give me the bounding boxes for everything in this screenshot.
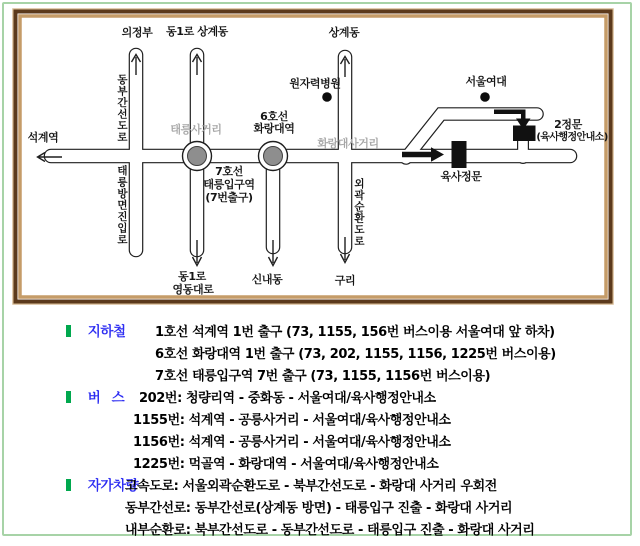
label-seokgye-station: 석계역 [27,131,59,144]
subway-line-6: 6호선 화랑대역 1번 출구 (73, 202, 1155, 1156, 1225번 버스이용) [155,347,556,362]
gate2-marker [513,126,536,142]
bus-1225: 1225번: 먹골역 - 화랑대역 - 서울여대/육사행정안내소 [133,457,439,472]
car-naebu: 내부순환로: 북부간선도로 - 동부간선도로 - 태릉입구 진출 - 화랑대 사거리 [125,523,535,538]
section-label-subway [66,325,126,340]
label-yeongdong-daero: 영동대로 [172,283,214,296]
section-label-bus [66,391,124,406]
label-beltway: 외곽순환도로 [353,178,365,247]
taereung-intersection-circle [188,147,207,166]
label-gate2-sub: (육사행정안내소) [536,131,608,143]
bus-1155: 1155번: 석계역 - 공릉사거리 - 서울여대/육사행정안내소 [133,413,451,428]
subway-line-7: 7호선 태릉입구역 7번 출구 (73, 1155, 1156번 버스이용) [155,369,491,384]
car-dongbu: 동부간선로: 동부간선로(상계동 방면) - 태릉입구 진출 - 화랑대 사거리 [125,501,513,516]
label-taereung-access: 태릉방면진입로 [116,165,128,246]
label-main-gate: 육사정문 [440,170,482,183]
label-line6: 6호선 [260,110,288,123]
section-title: 지하철 [87,324,126,340]
label-uijeongbu: 의정부 [121,26,153,39]
label-hwarangdae-station: 화랑대역 [253,121,295,135]
label-sanggye: 상계동 [328,26,360,39]
label-exit7: (7번출구) [205,190,253,204]
bus-1156: 1156번: 석계역 - 공릉사거리 - 서울여대/육사행정안내소 [133,435,451,450]
label-line7: 7호선 [215,165,243,178]
arrow-l-shaft-h-icon [494,110,526,115]
label-seoul-womens-univ: 서울여대 [465,75,507,88]
hospital-dot-icon [322,92,332,102]
label-atomic-hospital: 원자력병원 [289,77,341,90]
label-dong1ro: 동1로 [178,270,206,283]
label-hwarangdae-sageori: 화랑대사거리 [317,137,379,150]
label-gate2: 2정문 [554,118,582,131]
subway-line-1: 1호선 석계역 1번 출구 (73, 1155, 156번 버스이용 서울여대 앞 하차) [155,325,555,340]
green-bar-icon [66,479,71,491]
bus-202: 202번: 청량리역 - 중화동 - 서울여대/육사행정안내소 [139,391,436,406]
main-gate-marker [452,141,467,168]
car-highway: 고속도로: 서울외곽순환도로 - 북부간선도로 - 화랑대 사거리 우회전 [125,479,497,494]
hwarangdae-intersection-circle [264,147,283,166]
label-taereung-ipgu: 태릉입구역 [203,178,255,191]
label-dong1ro-sanggye: 동1로 상계동 [166,25,228,38]
green-bar-icon [66,325,71,337]
green-bar-icon [66,391,71,403]
label-guri: 구리 [334,273,356,287]
university-dot-icon [480,92,490,102]
label-taereung-sageori: 태릉사거리 [170,123,222,136]
section-title: 자가차량 [87,478,139,494]
label-dongbu-expressway: 동부간선도로 [116,74,128,143]
section-title: 버 스 [87,390,125,406]
label-sinnae: 신내동 [251,272,283,286]
